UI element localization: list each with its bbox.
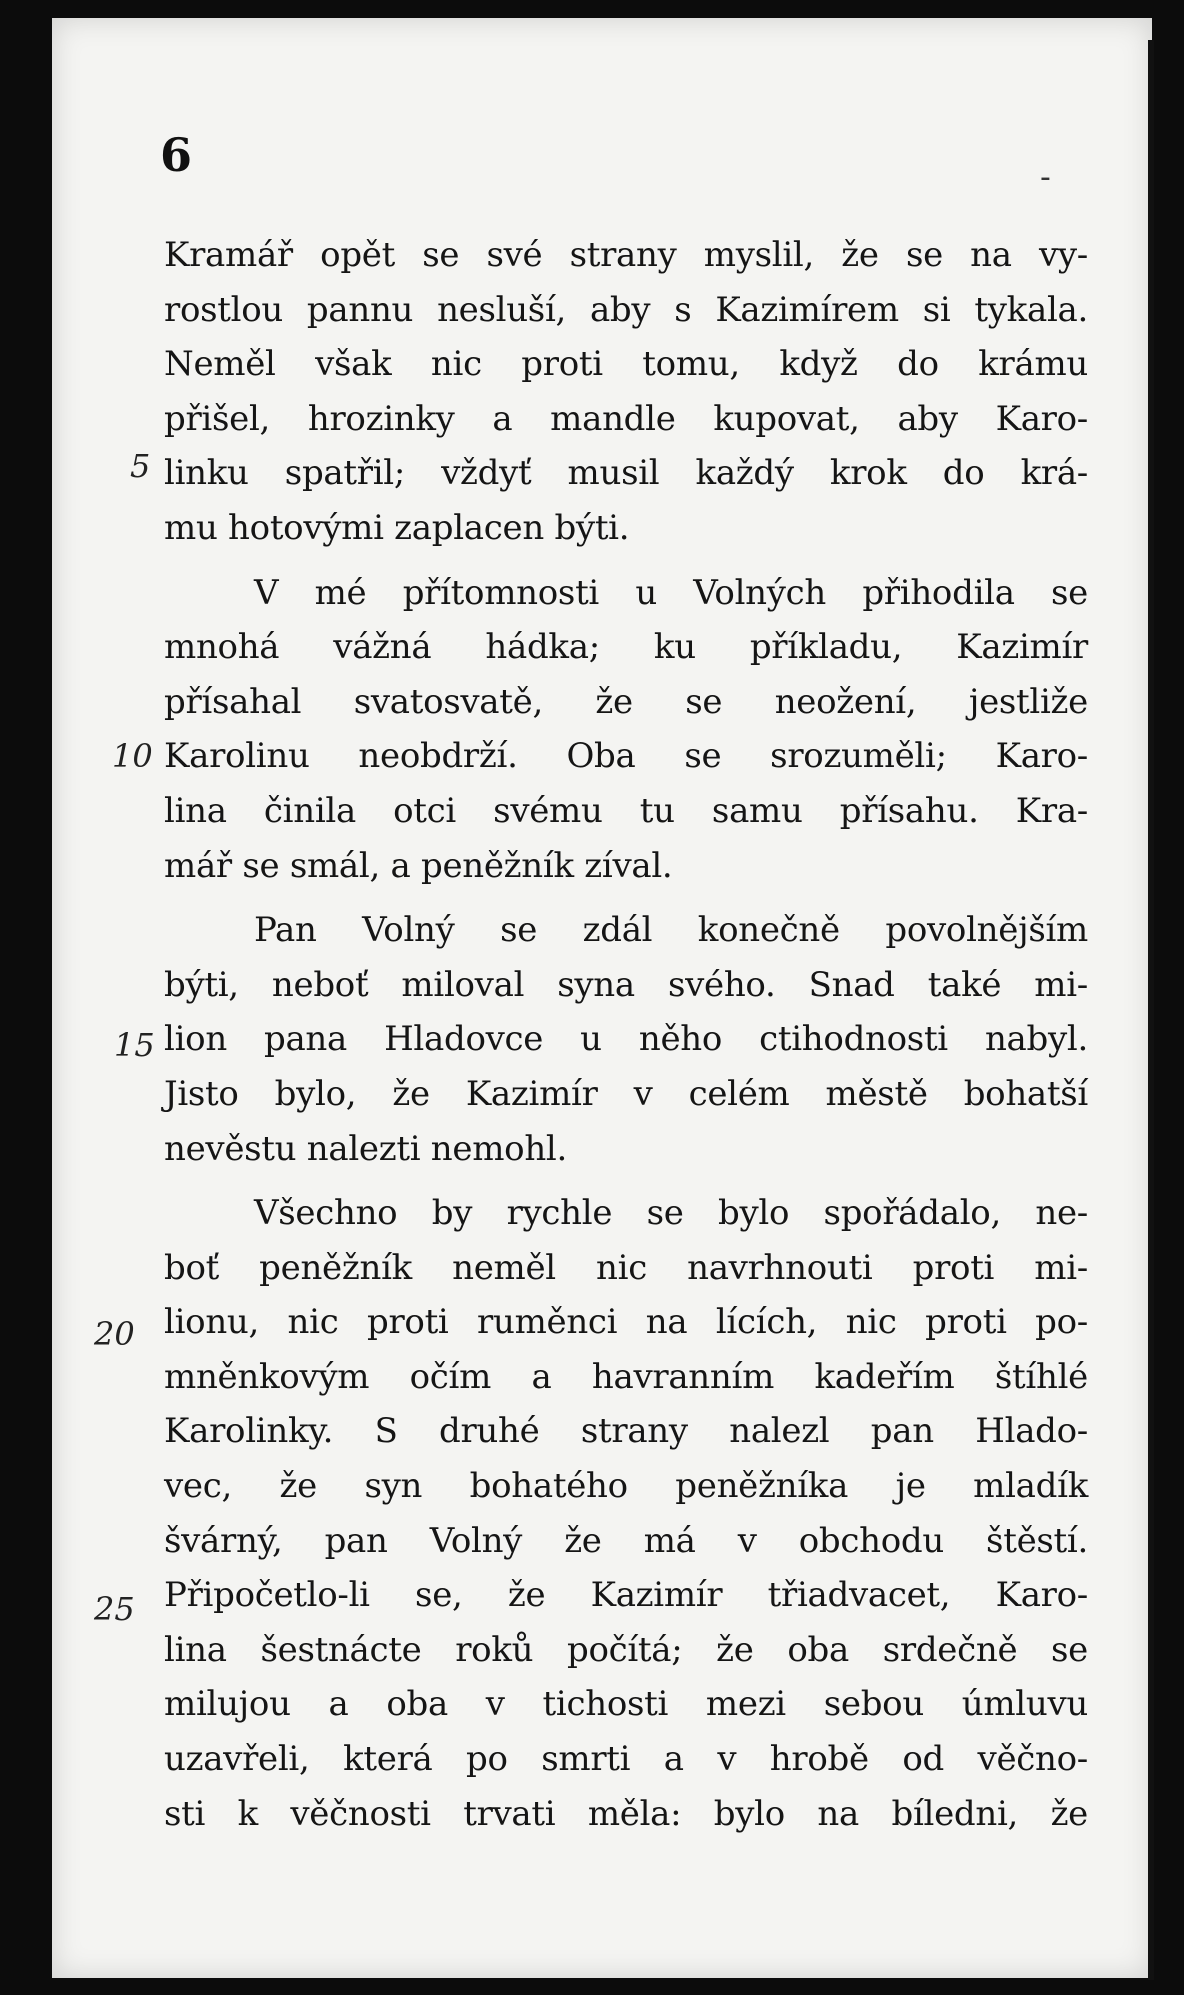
text-line: přišel, hrozinky a mandle kupovat, aby Karo-: [164, 398, 1088, 439]
text-line: sti k věčnosti trvati měla: bylo na bíledni, že: [164, 1793, 1088, 1834]
paragraph-3: [164, 903, 1088, 1176]
text-line: mněnkovým očím a havranním kadeřím štíhlé: [164, 1356, 1088, 1397]
text-line: rostlou pannu nesluší, aby s Kazimírem si tykala.: [164, 289, 1088, 330]
text-line: linku spatřil; vždyť musil každý krok do krá-: [164, 453, 1088, 494]
text-line: uzavřeli, která po smrti a v hrobě od věčno-: [164, 1739, 1088, 1780]
page-edge-shadow: [1148, 40, 1154, 1980]
text-line: vec, že syn bohatého peněžníka je mladík: [164, 1466, 1088, 1507]
paragraph-1: [164, 228, 1088, 556]
text-line: Připočetlo-li se, že Kazimír třiadvacet, Karo-: [164, 1575, 1088, 1616]
text-line: býti, neboť miloval syna svého. Snad také mi-: [164, 964, 1088, 1005]
text-line: V mé přítomnosti u Volných přihodila se: [254, 572, 1088, 613]
text-line: mu hotovými zaplacen býti.: [164, 507, 630, 548]
text-line: Pan Volný se zdál konečně povolnějším: [254, 910, 1088, 951]
text-line: švárný, pan Volný že má v obchodu štěstí.: [164, 1520, 1088, 1561]
decorative-dash: -: [1040, 160, 1051, 195]
text-line: boť peněžník neměl nic navrhnouti proti mi-: [164, 1247, 1088, 1288]
text-line: mář se smál, a peněžník zíval.: [164, 845, 673, 886]
text-line: Kramář opět se své strany myslil, že se na vy-: [164, 235, 1088, 275]
paragraph-2: [164, 566, 1088, 894]
margin-note-15: 15: [114, 1026, 155, 1064]
text-line: lion pana Hladovce u něho ctihodnosti nabyl.: [164, 1019, 1088, 1060]
text-line: Jisto bylo, že Kazimír v celém městě bohatší: [164, 1073, 1088, 1114]
text-line: mnohá vážná hádka; ku příkladu, Kazimír: [164, 627, 1088, 668]
text-line: Karolinky. S druhé strany nalezl pan Hlado-: [164, 1411, 1088, 1452]
page-number: 6: [160, 128, 193, 182]
text-line: milujou a oba v tichosti mezi sebou úmluvu: [164, 1684, 1088, 1725]
text-line: Všechno by rychle se bylo spořádalo, ne-: [254, 1193, 1088, 1234]
paragraph-4: [164, 1186, 1088, 1841]
text-line: lina činila otci svému tu samu přísahu. Kra-: [164, 790, 1088, 831]
margin-note-25: 25: [94, 1590, 135, 1628]
text-line: nevěstu nalezti nemohl.: [164, 1128, 567, 1169]
body-text: [164, 228, 1088, 1851]
text-line: Neměl však nic proti tomu, když do krámu: [164, 344, 1088, 385]
margin-note-10: 10: [112, 737, 153, 775]
text-line: Karolinu neobdrží. Oba se srozuměli; Karo-: [164, 736, 1088, 777]
text-line: přísahal svatosvatě, že se neožení, jestliže: [164, 681, 1088, 722]
text-line: lina šestnácte roků počítá; že oba srdečně se: [164, 1629, 1088, 1670]
margin-note-5: 5: [130, 447, 151, 485]
margin-note-20: 20: [94, 1315, 135, 1353]
text-line: lionu, nic proti ruměnci na lících, nic proti po-: [164, 1302, 1088, 1343]
